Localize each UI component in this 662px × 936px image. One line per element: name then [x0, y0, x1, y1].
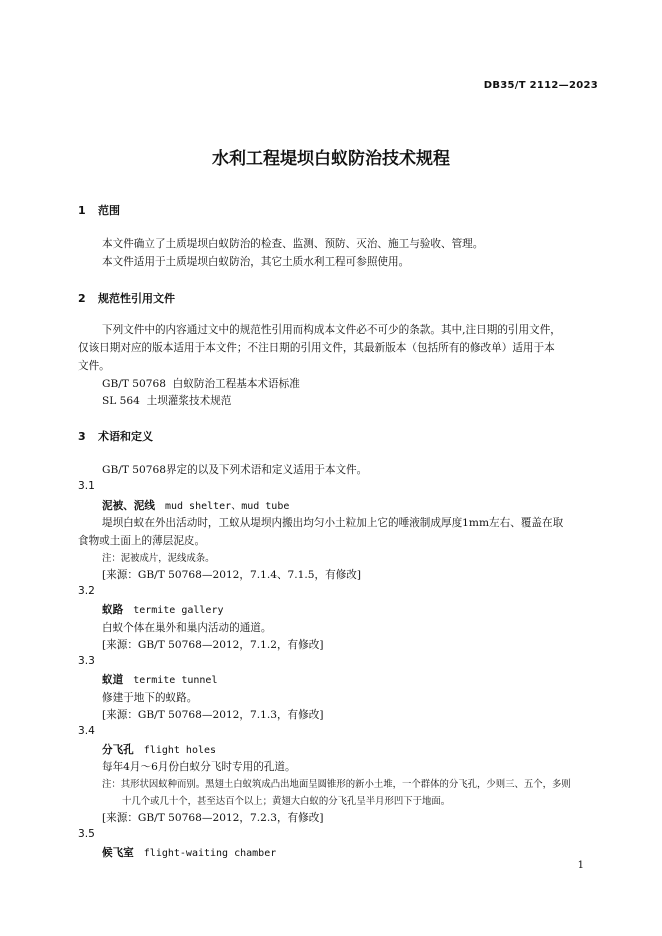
- page-number: 1: [577, 860, 584, 871]
- refs-intro-line-3: 文件。: [78, 360, 110, 372]
- term-zh: 蚁路: [102, 604, 124, 616]
- term-source: [来源：GB/T 50768—2012，7.2.3，有修改]: [102, 812, 324, 824]
- term-definition-line: 堤坝白蚁在外出活动时，工蚁从堤坝内搬出均匀小土粒加上它的唾液制成厚度1mm左右、覆盖在取: [102, 517, 564, 529]
- section-number: 3: [78, 430, 86, 443]
- section-number: 1: [78, 204, 86, 217]
- term-source: [来源：GB/T 50768—2012，7.1.2，有修改]: [102, 639, 324, 651]
- term-heading: [102, 672, 217, 687]
- term-en: flight holes: [143, 745, 217, 756]
- scope-paragraph-2: 本文件适用于土质堤坝白蚁防治，其它土质水利工程可参照使用。: [102, 256, 410, 268]
- term-number: 3.1: [78, 480, 95, 492]
- section-number: 2: [78, 292, 86, 305]
- term-number: 3.4: [78, 725, 95, 737]
- scope-paragraph-1: 本文件确立了土质堤坝白蚁防治的检查、监测、预防、灭治、施工与验收、管理。: [102, 238, 484, 250]
- term-source: [来源：GB/T 50768—2012，7.1.3，有修改]: [102, 709, 324, 721]
- terms-intro: GB/T 50768界定的以及下列术语和定义适用于本文件。: [102, 464, 368, 476]
- term-en: mud shelter、mud tube: [164, 501, 290, 512]
- term-en: termite tunnel: [133, 675, 218, 686]
- term-definition-line: 修建于地下的蚁路。: [102, 692, 198, 704]
- term-note: 注：其形状因蚁种而别。黑翅土白蚁筑成凸出地面呈圆锥形的新小土堆，一个群体的分飞孔，少则三、五个，多则: [102, 779, 571, 790]
- term-definition-line: 食物或土面上的薄层泥皮。: [78, 535, 206, 547]
- term-number: 3.3: [78, 655, 95, 667]
- section-heading-scope: [78, 202, 120, 218]
- section-heading-terms: [78, 428, 153, 444]
- term-heading: [102, 602, 224, 617]
- term-heading: [102, 742, 216, 757]
- document-title: 水利工程堤坝白蚁防治技术规程: [212, 149, 450, 169]
- term-heading: [102, 497, 289, 513]
- term-source: [来源：GB/T 50768—2012，7.1.4、7.1.5，有修改]: [102, 569, 362, 581]
- term-number: 3.2: [78, 585, 95, 597]
- term-note: 十几个或几十个，甚至达百个以上；黄翅大白蚁的分飞孔呈半月形凹下于地面。: [122, 796, 451, 807]
- section-title: 规范性引用文件: [98, 292, 175, 305]
- term-en: flight-waiting chamber: [143, 848, 277, 859]
- section-title: 术语和定义: [98, 430, 153, 443]
- section-title: 范围: [98, 204, 120, 217]
- term-note: 注：泥被成片，泥线成条。: [102, 553, 215, 564]
- term-zh: 候飞室: [102, 847, 134, 859]
- reference-item: GB/T 50768 白蚁防治工程基本术语标准: [102, 378, 300, 390]
- term-en: termite gallery: [133, 605, 224, 616]
- reference-item: SL 564 土坝灌浆技术规范: [102, 395, 232, 407]
- refs-intro-line-1: 下列文件中的内容通过文中的规范性引用而构成本文件必不可少的条款。其中,注日期的引用文件，: [102, 324, 561, 336]
- term-number: 3.5: [78, 828, 95, 840]
- term-definition-line: 白蚁个体在巢外和巢内活动的通道。: [102, 622, 272, 634]
- term-zh: 分飞孔: [102, 744, 134, 756]
- refs-intro-line-2: 仅该日期对应的版本适用于本文件；不注日期的引用文件，其最新版本（包括所有的修改单）适用于本: [78, 342, 555, 354]
- section-heading-normative-references: [78, 290, 175, 306]
- standard-code-header: DB35/T 2112—2023: [483, 80, 598, 91]
- term-heading: [102, 845, 276, 860]
- term-definition-line: 每年4月～6月份白蚁分飞时专用的孔道。: [102, 761, 296, 773]
- term-zh: 蚁道: [102, 674, 124, 686]
- term-zh: 泥被、泥线: [102, 500, 155, 512]
